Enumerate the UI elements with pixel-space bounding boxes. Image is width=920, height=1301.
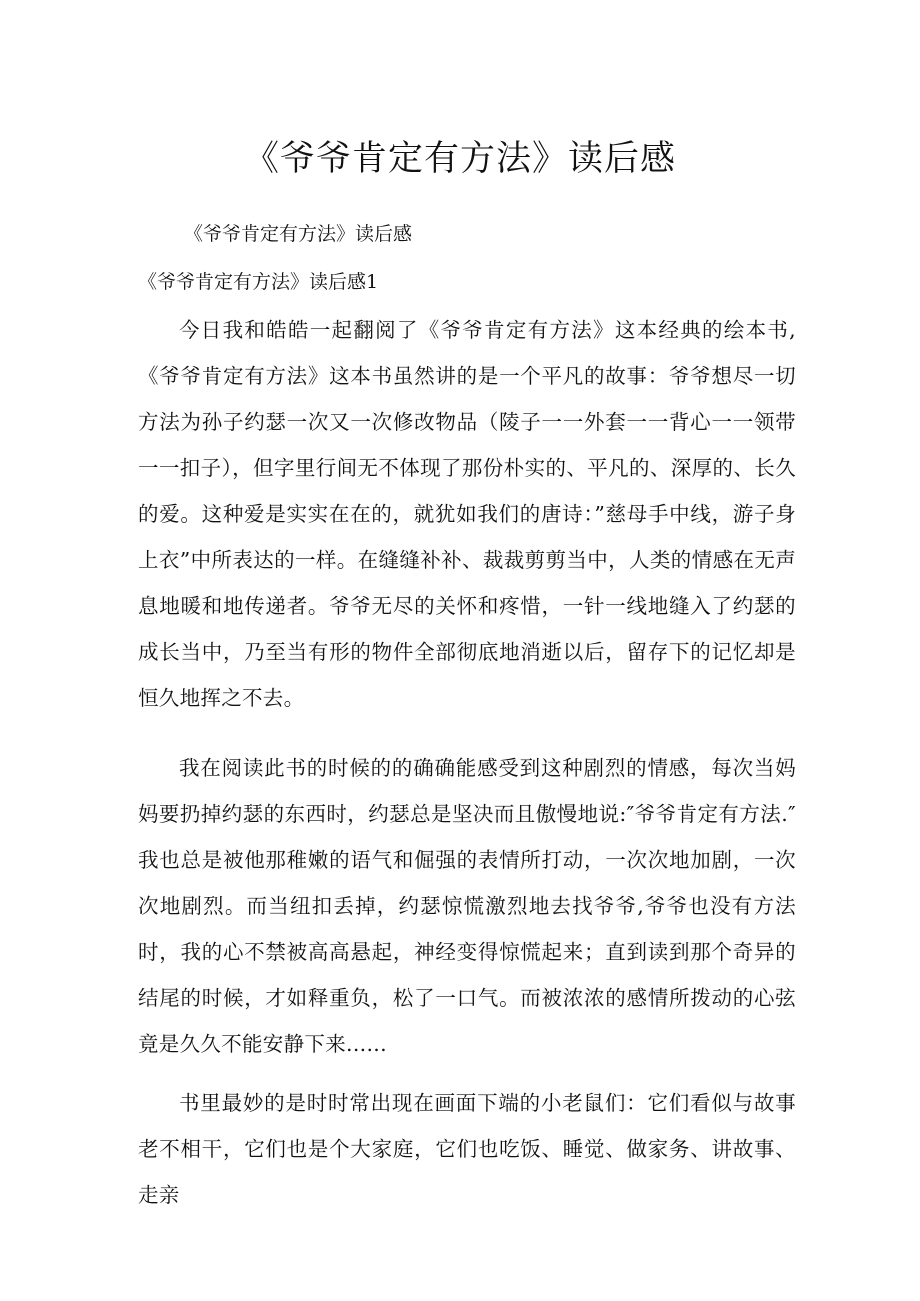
section-heading: 《爷爷肯定有方法》读后感1 xyxy=(138,271,379,293)
document-subtitle: 《爷爷肯定有方法》读后感 xyxy=(184,223,413,245)
paragraph-3: 书里最妙的是时时常出现在画面下端的小老鼠们：它们看似与故事老不相干，它们也是个大家庭，它们也吃饭、睡觉、做家务、讲故事、走亲 xyxy=(138,1091,796,1207)
document-title: 《爷爷肯定有方法》读后感 xyxy=(243,139,676,179)
paragraph-2: 我在阅读此书的时候的的确确能感受到这种剧烈的情感，每次当妈妈要扔掉约瑟的东西时，约瑟总是坚决而且傲慢地说:″爷爷肯定有方法.″我也总是被他那稚嫩的语气和倔强的表情所打动，一次次地加剧，一次次地剧烈。而当纽扣丢掉，约瑟惊慌激烈地去找爷爷,爷爷也没有方法时，我的心不禁被高高悬起，神经变得惊慌起来；直到读到那个奇异的结尾的时候，才如释重负，松了一口气。而被浓浓的感情所拨动的心弦竟是久久不能安静下来...... xyxy=(138,756,796,1056)
paragraph-1: 今日我和皓皓一起翻阅了《爷爷肯定有方法》这本经典的绘本书,《爷爷肯定有方法》这本书虽然讲的是一个平凡的故事：爷爷想尽一切方法为孙子约瑟一次又一次修改物品（陵子一一外套一一背心一一领带一一扣子），但字里行间无不体现了那份朴实的、平凡的、深厚的、长久的爱。这种爱是实实在在的，就犹如我们的唐诗：”慈母手中线，游子身上衣”中所表达的一样。在缝缝补补、裁裁剪剪当中，人类的情感在无声息地暖和地传递者。爷爷无尽的关怀和疼惜，一针一线地缝入了约瑟的成长当中，乃至当有形的物件全部彻底地消逝以后，留存下的记忆却是恒久地挥之不去。 xyxy=(138,318,796,710)
